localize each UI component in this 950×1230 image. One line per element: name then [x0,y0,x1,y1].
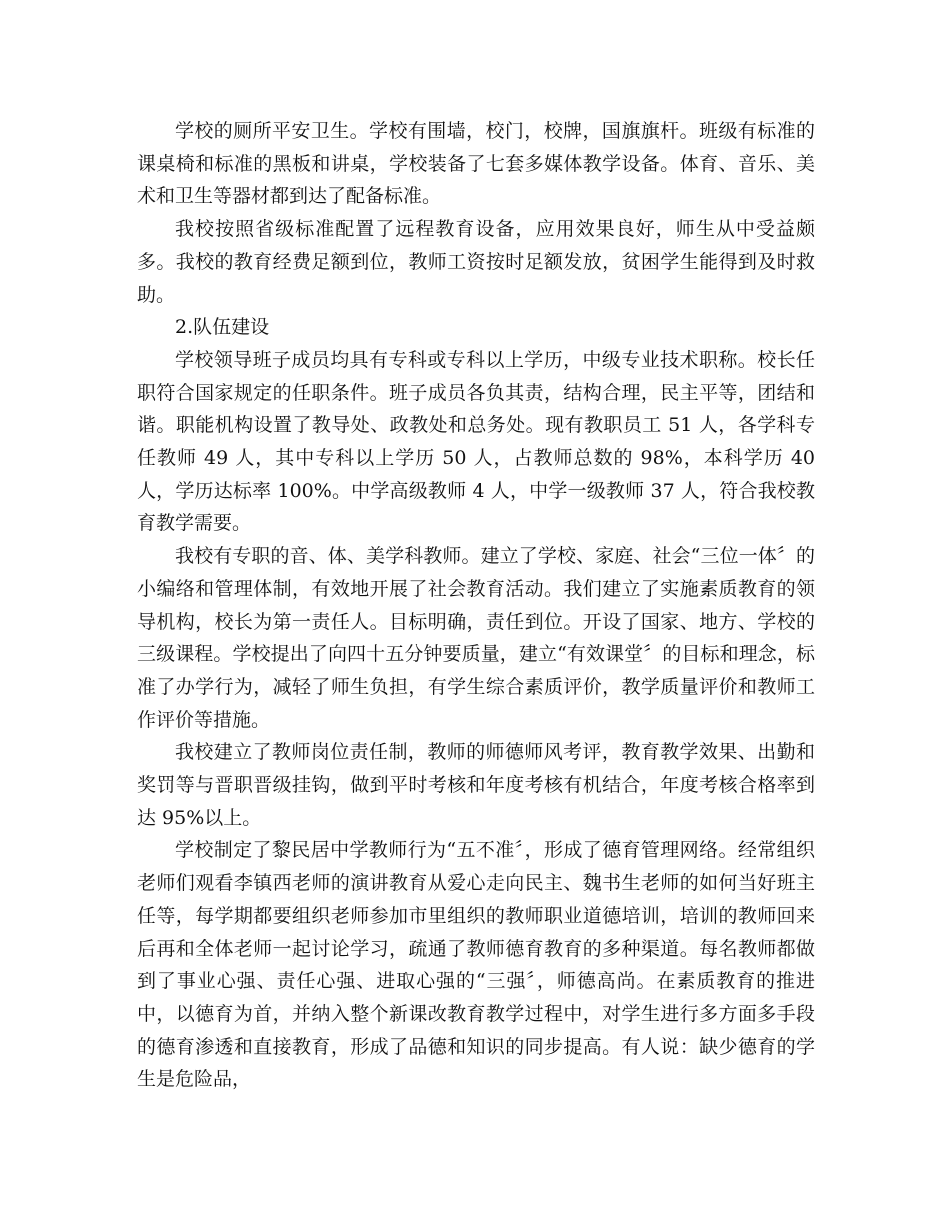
paragraph-quality-education: 我校有专职的音、体、美学科教师。建立了学校、家庭、社会“三位一体〞的小编络和管理体制，有效地开展了社会教育活动。我们建立了实施素质教育的领导机构，校长为第一责任人。目标明确，责任到位。开设了国家、地方、学校的三级课程。学校提出了向四十五分钟要质量，建立“有效课堂〞的目标和理念，标准了办学行为，减轻了师生负担，有学生综合素质评价，教学质量评价和教师工作评价等措施。 [137,545,815,731]
section-heading-team-building: 2.队伍建设 [175,316,270,339]
paragraph-facilities: 学校的厕所平安卫生。学校有围墙，校门，校牌，国旗旗杆。班级有标准的课桌椅和标准的黑板和讲桌，学校装备了七套多媒体教学设备。体育、音乐、美术和卫生等器材都到达了配备标准。 [137,120,815,208]
paragraph-moral-education: 学校制定了黎民居中学教师行为“五不准〞，形成了德育管理网络。经常组织老师们观看李镇西老师的演讲教育从爱心走向民主、魏书生老师的如何当好班主任等，每学期都要组织老师参加市里组织的教师职业道德培训，培训的教师回来后再和全体老师一起讨论学习，疏通了教师德育教育的多种渠道。每名教师都做到了事业心强、责任心强、进取心强的“三强〞，师德高尚。在素质教育的推进中，以德育为首，并纳入整个新课改教育教学过程中，对学生进行多方面多手段的德育渗透和直接教育，形成了品德和知识的同步提高。有人说：缺少德育的学生是危险品， [137,839,815,1091]
document-body [137,115,815,1096]
paragraph-responsibility-system: 我校建立了教师岗位责任制，教师的师德师风考评，教育教学效果、出勤和奖罚等与晋职晋级挂钩，做到平时考核和年度考核有机结合，年度考核合格率到达 95%以上。 [137,741,815,829]
paragraph-leadership: 学校领导班子成员均具有专科或专科以上学历，中级专业技术职称。校长任职符合国家规定的任职条件。班子成员各负其责，结构合理，民主平等，团结和谐。职能机构设置了教导处、政教处和总务处。现有教职员工 51 人，各学科专任教师 49 人，其中专科以上学历 50 人，占教师总数的 98%，本科学历 40 人，学历达标率 100%。中学高级教师 4 人，中学一级教师 37 人，符合我校教育教学需要。 [137,348,815,535]
paragraph-remote-education: 我校按照省级标准配置了远程教育设备，应用效果良好，师生从中受益颇多。我校的教育经费足额到位，教师工资按时足额发放，贫困学生能得到及时救助。 [137,218,815,306]
